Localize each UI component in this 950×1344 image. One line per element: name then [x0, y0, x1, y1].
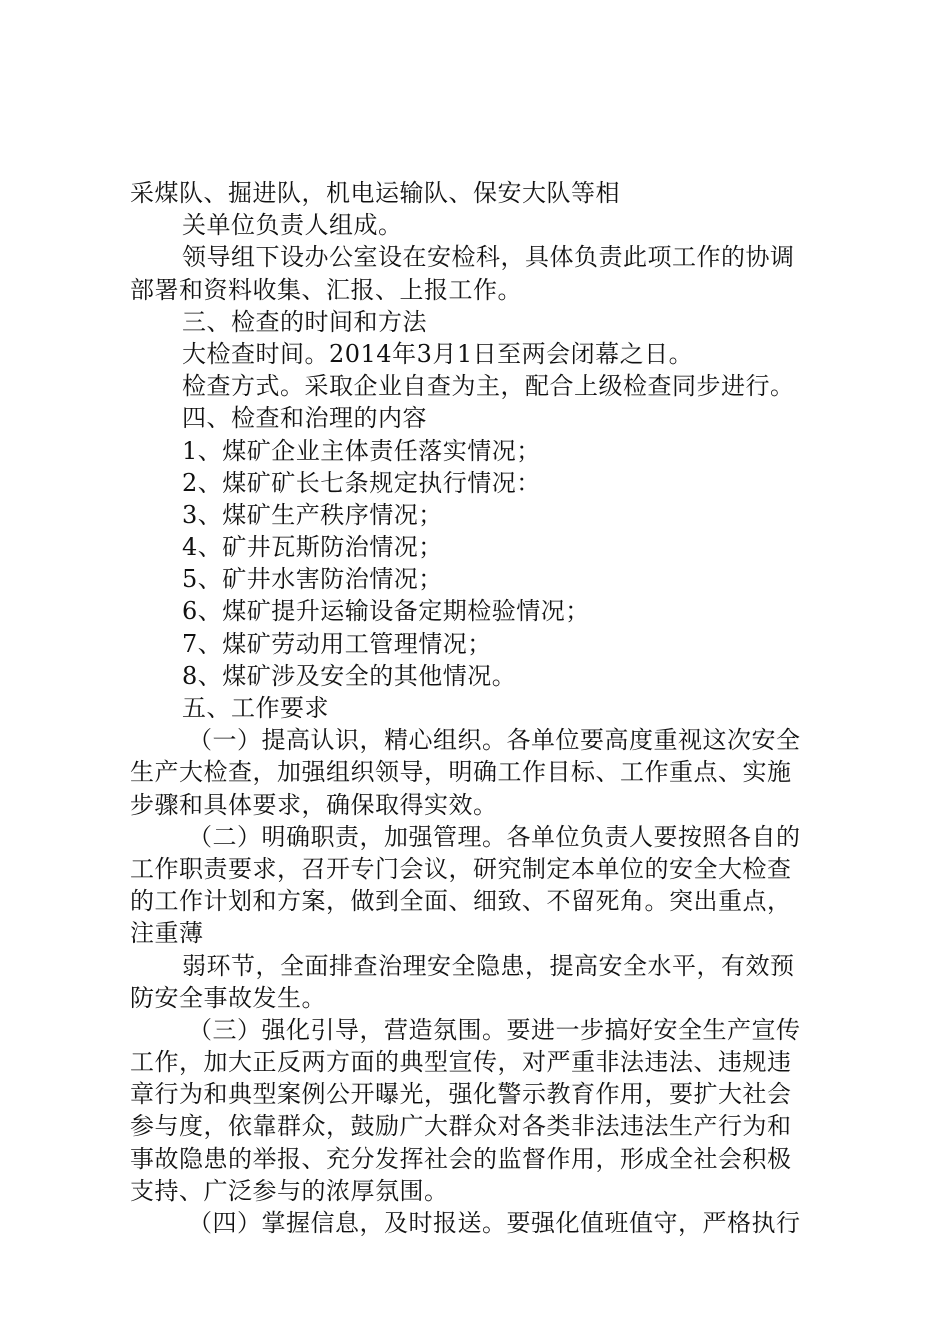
- text-line: 支持、广泛参与的浓厚氛围。: [130, 1176, 449, 1205]
- text-line: 章行为和典型案例公开曝光，强化警示教育作用，要扩大社会: [130, 1080, 792, 1109]
- text-line: （二）明确职责，加强管理。各单位负责人要按照各自的: [188, 822, 801, 851]
- text-line: 参与度，依靠群众，鼓励广大群众对各类非法违法生产行为和: [130, 1112, 792, 1141]
- text-line: 步骤和具体要求，确保取得实效。: [130, 790, 498, 819]
- text-line: 领导组下设办公室设在安检科，具体负责此项工作的协调: [182, 243, 795, 272]
- text-line: （一）提高认识，精心组织。各单位要高度重视这次安全: [188, 726, 801, 755]
- text-line: 生产大检查，加强组织领导，明确工作目标、工作重点、实施: [130, 758, 792, 787]
- text-line: 检查方式。采取企业自查为主，配合上级检查同步进行。: [182, 372, 795, 401]
- list-item: 3、煤矿生产秩序情况；: [182, 500, 443, 529]
- text-line: 的工作计划和方案，做到全面、细致、不留死角。突出重点，: [130, 887, 792, 916]
- text-line: 关单位负责人组成。: [182, 211, 403, 240]
- list-item: 5、矿井水害防治情况；: [182, 565, 443, 594]
- text-line: 工作，加大正反两方面的典型宣传，对严重非法违法、违规违: [130, 1048, 792, 1077]
- text-line: （三）强化引导，营造氛围。要进一步搞好安全生产宣传: [188, 1015, 801, 1044]
- text-line: （四）掌握信息，及时报送。要强化值班值守，严格执行: [188, 1209, 801, 1237]
- section-heading: 五、工作要求: [182, 694, 329, 722]
- list-item: 7、煤矿劳动用工管理情况；: [182, 629, 492, 658]
- text-line: 事故隐患的举报、充分发挥社会的监督作用，形成全社会积极: [130, 1144, 792, 1173]
- text-line: 大检查时间。2014年3月1日至两会闭幕之日。: [182, 339, 694, 368]
- list-item: 4、矿井瓦斯防治情况；: [182, 533, 443, 562]
- text-line: 采煤队、掘进队，机电运输队、保安大队等相: [130, 179, 620, 207]
- text-line: 部署和资料收集、汇报、上报工作。: [130, 275, 522, 304]
- list-item: 2、煤矿矿长七条规定执行情况：: [182, 468, 541, 497]
- list-item: 6、煤矿提升运输设备定期检验情况；: [182, 597, 590, 626]
- text-line: 防安全事故发生。: [130, 983, 326, 1012]
- section-heading: 四、检查和治理的内容: [182, 404, 427, 433]
- text-line: 工作职责要求，召开专门会议，研究制定本单位的安全大检查: [130, 854, 792, 883]
- document-body: [130, 177, 830, 1239]
- list-item: 8、煤矿涉及安全的其他情况。: [182, 661, 517, 690]
- text-line: 弱环节，全面排查治理安全隐患，提高安全水平，有效预: [182, 951, 795, 980]
- list-item: 1、煤矿企业主体责任落实情况；: [182, 436, 541, 465]
- text-line: 注重薄: [130, 919, 204, 948]
- section-heading: 三、检查的时间和方法: [182, 307, 427, 336]
